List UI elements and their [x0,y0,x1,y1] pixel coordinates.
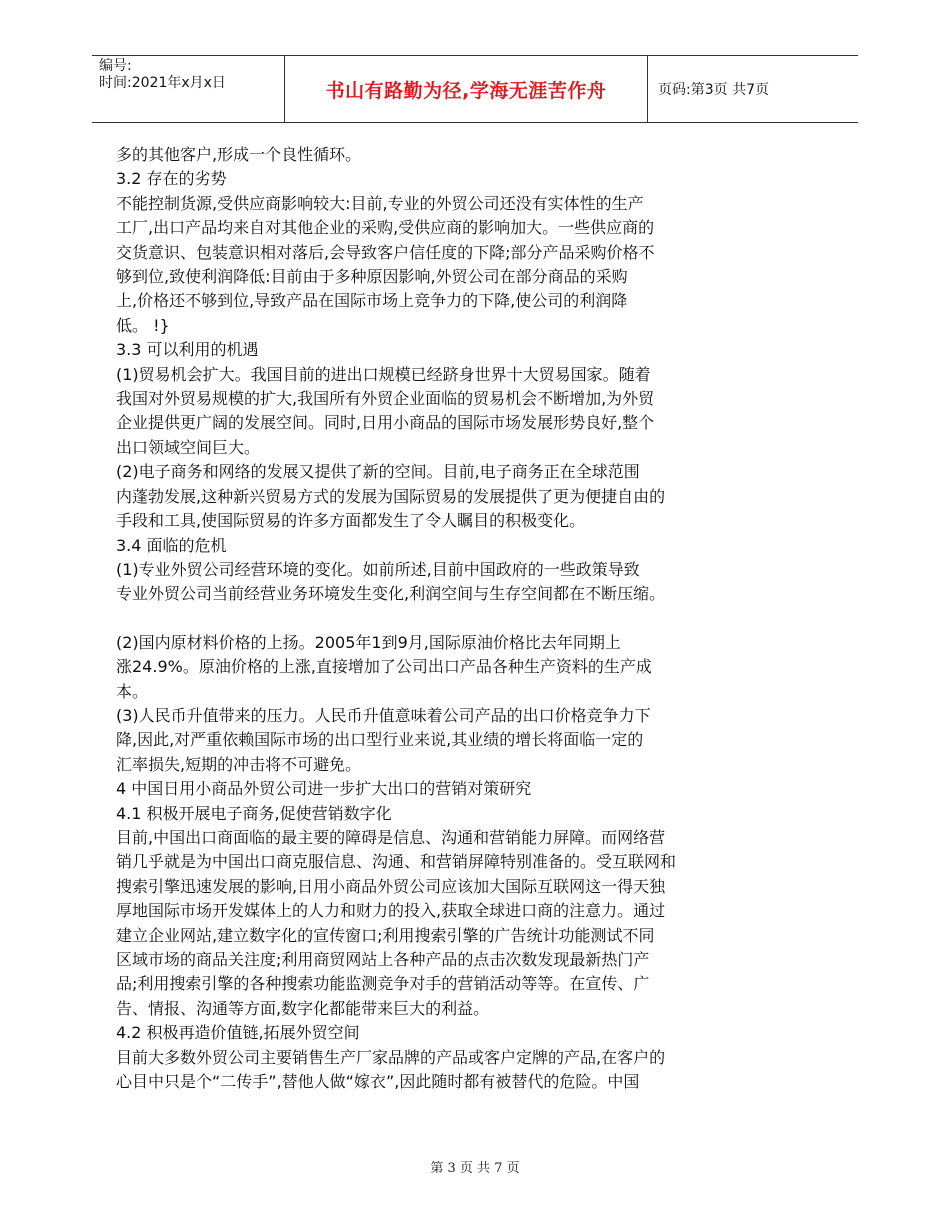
section-heading: 4.1 积极开展电子商务,促使营销数字化 [116,803,392,823]
serial-number-label: 编号: [99,58,132,74]
section-heading: 3.2 存在的劣势 [116,169,227,189]
text-line: (1)贸易机会扩大。我国目前的进出口规模已经跻身世界十大贸易国家。随着 [116,364,651,384]
text-line: 企业提供更广阔的发展空间。同时,日用小商品的国际市场发展形势良好,整个 [116,413,655,433]
text-line: 品;利用搜索引擎的各种搜索功能监测竞争对手的营销活动等等。在宣传、广 [116,974,650,994]
text-line: 工厂,出口产品均来自对其他企业的采购,受供应商的影响加大。一些供应商的 [116,218,655,238]
page-header [92,55,858,123]
text-line: 涨24.9%。原油价格的上涨,直接增加了公司出口产品各种生产资料的生产成 [116,657,652,677]
text-line: 够到位,致使利润降低:目前由于多种原因影响,外贸公司在部分商品的采购 [116,267,628,287]
text-line: 告、情报、沟通等方面,数字化都能带来巨大的利益。 [116,998,490,1018]
text-line: 手段和工具,使国际贸易的许多方面都发生了令人瞩目的积极变化。 [116,511,586,531]
text-line: 汇率损失,短期的冲击将不可避免。 [116,754,362,774]
text-line: 厚地国际市场开发媒体上的人力和财力的投入,获取全球进口商的注意力。通过 [116,901,666,921]
text-line: 上,价格还不够到位,导致产品在国际市场上竞争力的下降,使公司的利润降 [116,291,628,311]
header-meta-cell [92,56,285,122]
text-line: 多的其他客户,形成一个良性循环。 [116,145,362,164]
section-heading: 4 中国日用小商品外贸公司进一步扩大出口的营销对策研究 [116,779,532,799]
text-line: 低。 !} [116,315,170,335]
time-label: 时间:2021年x月x日 [99,75,226,91]
body-text [116,143,766,1094]
blank-line [116,607,766,631]
text-line: (2)电子商务和网络的发展又提供了新的空间。目前,电子商务正在全球范围 [116,462,640,482]
text-line: 专业外贸公司当前经营业务环境发生变化,利润空间与生存空间都在不断压缩。 [116,584,666,604]
text-line: 出口领域空间巨大。 [116,437,261,457]
text-line: 本。 [116,681,149,701]
section-heading: 4.2 积极再造价值链,拓展外贸空间 [116,1023,360,1043]
text-line: 建立企业网站,建立数字化的宣传窗口;利用搜索引擎的广告统计功能测试不同 [116,925,655,945]
text-line: 目前大多数外贸公司主要销售生产厂家品牌的产品或客户定牌的产品,在客户的 [116,1047,666,1067]
text-line: 内蓬勃发展,这种新兴贸易方式的发展为国际贸易的发展提供了更为便捷自由的 [116,486,666,506]
text-line: 不能控制货源,受供应商影响较大:目前,专业的外贸公司还没有实体性的生产 [116,193,644,213]
text-line: 目前,中国出口商面临的最主要的障碍是信息、沟通和营销能力屏障。而网络营 [116,827,666,847]
text-line: 降,因此,对严重依赖国际市场的出口型行业来说,其业绩的增长将面临一定的 [116,730,644,750]
text-line: (2)国内原材料价格的上扬。2005年1到9月,国际原油价格比去年同期上 [116,632,621,652]
header-page-info: 页码:第3页 共7页 [658,82,769,98]
text-line: (1)专业外贸公司经营环境的变化。如前所述,目前中国政府的一些政策导致 [116,559,640,579]
header-motto: 书山有路勤为径,学海无涯苦作舟 [285,56,648,122]
text-line: 我国对外贸易规模的扩大,我国所有外贸企业面临的贸易机会不断增加,为外贸 [116,389,655,409]
text-line: (3)人民币升值带来的压力。人民币升值意味着公司产品的出口价格竞争力下 [116,705,651,725]
page-footer: 第 3 页 共 7 页 [430,1161,520,1176]
text-line: 区域市场的商品关注度;利用商贸网站上各种产品的点击次数发现最新热门产 [116,950,650,969]
text-line: 搜索引擎迅速发展的影响,日用小商品外贸公司应该加大国际互联网这一得天独 [116,876,666,896]
section-heading: 3.4 面临的危机 [116,535,227,555]
section-heading: 3.3 可以利用的机遇 [116,340,259,360]
text-line: 销几乎就是为中国出口商克服信息、沟通、和营销屏障特别准备的。受互联网和 [116,852,677,872]
text-line: 交货意识、包装意识相对落后,会导致客户信任度的下降;部分产品采购价格不 [116,242,655,262]
text-line: 心目中只是个“二传手”,替他人做“嫁衣”,因此随时都有被替代的危险。中国 [116,1072,640,1092]
